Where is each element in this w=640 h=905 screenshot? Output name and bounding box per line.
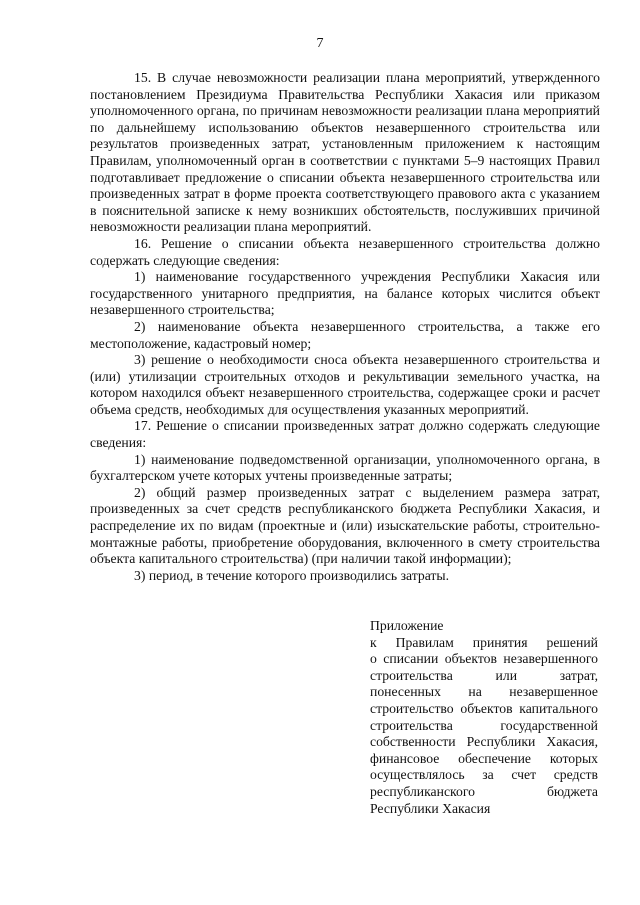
appendix-line: строительства государственной <box>370 717 598 733</box>
paragraph-17-item-2: 2) общий размер произведенных затрат с выделением размера затрат, произведенных за счет средств республиканского бюджета Республики Хакасия, и распределение их по видам (проектные и (или) изыскательские работы, строительно-монтажные работы, приобретение оборудования, включенного в смету строительства объекта капитального строительства) (при наличии такой информации); <box>90 484 600 567</box>
appendix-line: осуществлялось за счет средств <box>370 767 598 783</box>
page-number: 7 <box>316 36 324 51</box>
appendix-block <box>370 618 598 817</box>
paragraph-16-item-1: 1) наименование государственного учреждения Республики Хакасия или государственного унитарного предприятия, на балансе которых числится объект незавершенного строительства; <box>90 269 600 318</box>
appendix-line: финансовое обеспечение которых <box>370 750 598 766</box>
appendix-line: понесенных на незавершенное <box>370 684 598 700</box>
paragraph-16-item-2: 2) наименование объекта незавершенного строительства, а также его местоположение, кадастровый номер; <box>90 318 600 351</box>
paragraph-17-item-3: 3) период, в течение которого производились затраты. <box>134 567 450 583</box>
appendix-line: строительства или затрат, <box>370 667 598 683</box>
appendix-line: собственности Республики Хакасия, <box>370 734 598 750</box>
paragraph-15: 15. В случае невозможности реализации плана мероприятий, утвержденного постановлением Президиума Правительства Республики Хакасия или приказом уполномоченного органа, по причинам невозможности реализации плана мероприятий по дальнейшему использованию объектов незавершенного строительства или результатов произведенных затрат, установленным приложением к настоящим Правилам, уполномоченный орган в соответствии с пунктами 5–9 настоящих Правил подготавливает предложение о списании объекта незавершенного строительства или произведенных затрат в форме проекта соответствующего правового акта с указанием в пояснительной записке к нему возникших обстоятельств, послуживших причиной невозможности реализации плана мероприятий. <box>90 70 600 235</box>
appendix-line: строительство объектов капитального <box>370 700 598 716</box>
paragraph-16: 16. Решение о списании объекта незавершенного строительства должно содержать следующие сведения: <box>90 235 600 268</box>
paragraph-16-item-3: 3) решение о необходимости сноса объекта незавершенного строительства и (или) утилизации строительных отходов и рекультивации земельного участка, на котором находился объект незавершенного строительства, содержащее сроки и расчет объема средств, необходимых для осуществления указанных мероприятий. <box>90 352 600 417</box>
appendix-heading: Приложение <box>370 618 444 633</box>
appendix-line: республиканского бюджета <box>370 783 598 799</box>
paragraph-17-item-1: 1) наименование подведомственной организации, уполномоченного органа, в бухгалтерском учете которых учтены произведенные затраты; <box>90 451 600 484</box>
appendix-line: Республики Хакасия <box>370 800 491 816</box>
paragraph-17: 17. Решение о списании произведенных затрат должно содержать следующие сведения: <box>90 418 600 451</box>
appendix-line: к Правилам принятия решений <box>370 634 598 650</box>
appendix-line: о списании объектов незавершенного <box>370 651 598 667</box>
body-text <box>90 70 600 584</box>
